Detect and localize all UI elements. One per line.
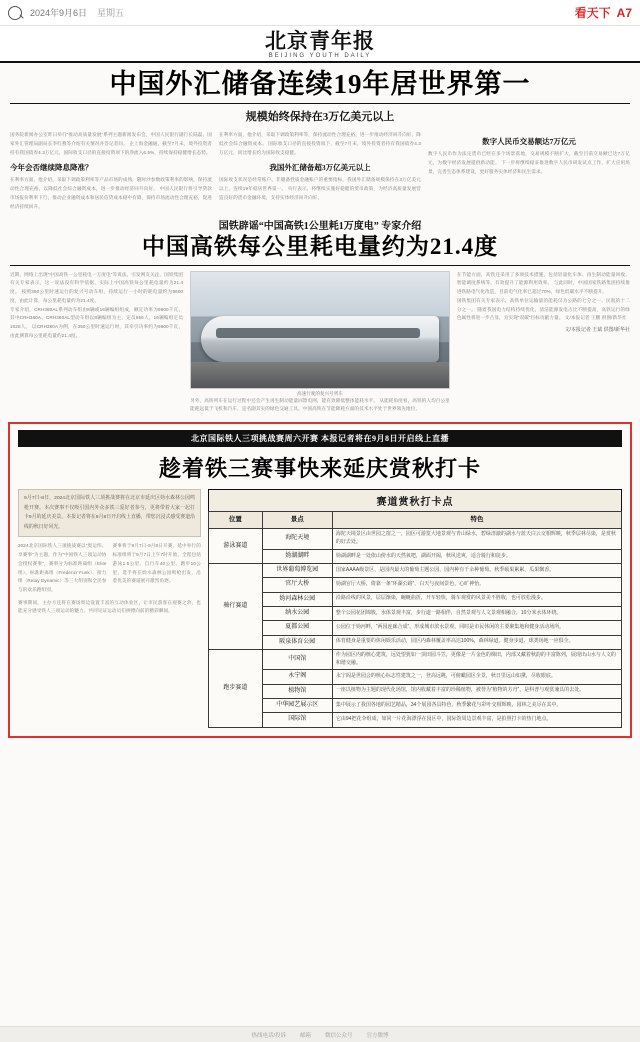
divider <box>10 265 630 266</box>
table-row <box>209 621 622 635</box>
table-row <box>209 649 622 670</box>
body-text: 赛事期间，主办方还将在赛场周边设置丰富的互动体验区，让市民游客在观赛之余，也能充分感受铁人三项运动的魅力，共同见证运动员们拼搏向前的精彩瞬间。 <box>18 599 201 614</box>
body-text: 在利率方面，他介绍，采取下调政策利率等，保持流动性合理充裕，进一步推动经济回升向好，降低社会综合融资成本。 国际收支口径的直接投资项下，截至7月末，境外投资者持有我国债券4.3万亿元，同比增长约为国际收支稳健。 <box>219 132 421 155</box>
page-footer <box>0 1026 640 1042</box>
secondary-story <box>0 217 640 414</box>
autumn-spots-table <box>208 511 622 727</box>
table-row <box>209 549 622 563</box>
col-spot: 景点 <box>262 512 332 529</box>
body-text: 国际收支状况是经常账户、非储备性质金融账户的重要指标，我国外汇储备规模保持在3万亿美元以上，连续19年稳居世界第一。 央行表示，将继续实施好稳健的货币政策，为经济高质量发展营造良好的货币金融环境，支持实体经济回升向好。 <box>219 177 421 200</box>
table-row <box>209 592 622 606</box>
cell-spot: 妫湖湖畔 <box>262 549 332 563</box>
cell-feature: 海陀天境景区由世园之窗之一，园区可游览大地景观与青山绿水，碧绿清澈的湖水与蓝天白云交相辉映，秋季层林尽染，是赏秋的好去处。 <box>332 529 621 550</box>
body-text: 国铁集团有关专家表示，高铁单位运输量的能耗仅为公路的七分之一、民航的十二分之一。 随着我国电力结构持续优化，清洁能源发电占比不断提高，高铁运行的绿色属性将进一步凸显，为实现“双碳”目标贡献力量。 文/本报记者 王鹏 供图/新华社 <box>456 297 630 321</box>
page-title: 中国外汇储备连续19年居世界第一 <box>10 69 630 104</box>
masthead-title-cn: 北京青年报 <box>265 29 375 53</box>
cell-spot: 世界葡萄博览园 <box>262 564 332 578</box>
feature-left-column <box>18 489 201 727</box>
cell-spot: 妫河森林公园 <box>262 592 332 606</box>
body-text: 近期，网络上出现“中国高铁一公里耗电一万度电”等说法，引发网友关注。国铁集团有关专家表示，这一说法没有科学依据，实际上中国高铁每公里耗电量约为21.4度。 按照350公里时速运行的复兴号动车组，持续运行一小时的耗电量约为9600度，由此计算，每公里耗电量约为21.4度。 <box>10 271 184 303</box>
toolbar-page-number[interactable]: A7 <box>616 5 632 20</box>
col-position: 位置 <box>209 512 263 529</box>
feature-lead: 9月7日-8日，2024北京国际铁人三项挑战赛将在北京市延庆区妫水森林公园鸣枪开赛。本次赛事不仅吸引国内外众多铁三爱好者参与，更将带着大家一起打卡9月的延庆美景。本报记者将在9月8日开启线上直播，带您沉浸式感受赛道沿线的秋日好风光。 <box>18 489 201 537</box>
cell-spot: 永宁阁 <box>262 670 332 684</box>
masthead <box>0 26 640 63</box>
photo-train <box>201 316 438 362</box>
cell-feature: 妫湖官厅大桥，倚靠一条“环湖公路”，白天与夜间景色，心旷神怡。 <box>332 578 621 592</box>
cell-position: 游泳赛道 <box>209 529 263 564</box>
cell-feature: 集中展示了我国各地的园艺精品，34个展园各具特色，秋季繁花与彩叶交相辉映，园林之美尽在其中。 <box>332 698 621 712</box>
photo-track <box>191 362 449 388</box>
table-row <box>209 670 622 684</box>
lead-story <box>0 63 640 131</box>
body-text: 在利率方面，他介绍，采取下调政策利率等产品市场的成熟，随时沙参数政策利率的影响，保持流动性合理充裕，以降低社会综合融资成本，进一步推动经济回升向好。 中国人民银行将引导贷款市场报价利率下行，推动企业融资成本和居民信贷成本稳中有降，保持市场流动性合理充裕，促进经济持续回升。 <box>10 177 212 209</box>
cell-feature: 沿路沿线的风景，层层渐染，蜿蜒曲折，开车轻快，骑车观赏的风景美不胜收，也可放松漫步。 <box>332 592 621 606</box>
feature-banner: 北京国际铁人三项挑战赛周六开赛 本报记者将在9月8日开启线上直播 <box>18 430 622 447</box>
cell-spot: 夏都公园 <box>262 621 332 635</box>
cell-position: 骑行赛道 <box>209 564 263 650</box>
cell-spot: 中华园艺展示区 <box>262 698 332 712</box>
app-toolbar <box>0 0 640 26</box>
feature-box <box>8 422 632 737</box>
cell-feature: 整个公园花团锦簇，水体景观丰富，步行道一路相伴，自然景观与人文景观相融合，10分米水体环绕。 <box>332 606 621 620</box>
secondary-headline: 中国高铁每公里耗电量约为21.4度 <box>141 234 499 260</box>
cell-spot: 纳水公园 <box>262 606 332 620</box>
photo-caption: 高速行驶的复兴号列车 <box>297 390 343 396</box>
feature-headline: 趁着铁三赛事快来延庆赏秋打卡 <box>158 456 481 482</box>
footer-mid: 邮箱 <box>299 1032 311 1039</box>
article-column <box>10 271 183 414</box>
cell-spot: 官厅大桥 <box>262 578 332 592</box>
body-text: 国务院新闻办公室昨日举行“推动高质量发展”系列主题新闻发布会，中国人民银行副行长陆磊、国家外汇管理局副局长李红燕等介绍有关情况并答记者问。 企上海金融通，截至7月末，境外投资者持有我国债券4.3万亿元，国际收支口径的直接投资项下的净流入6.5%，持续保持稳健增长态势。 <box>10 132 212 155</box>
cell-spot: 中国馆 <box>262 649 332 670</box>
article-column <box>428 131 630 211</box>
toolbar-category[interactable]: 看天下 <box>574 6 611 20</box>
footer-right: 微信公众号 <box>325 1032 353 1039</box>
subhead-c: 数字人民币交易额达7万亿元 <box>482 137 576 147</box>
table-row <box>209 606 622 620</box>
cell-feature: 作为园区内的核心建筑，远处望犹如一顶田园斗笠，更像是一片金色的梯田，内部又藏着秋韵的丰富陈列，展现出山水与人文的和谐交融。 <box>332 649 621 670</box>
col-feature: 特色 <box>332 512 621 529</box>
article-column <box>219 131 421 211</box>
table-row <box>209 684 622 698</box>
cell-feature: 妫湖湖畔是一处依山傍水的天然氧吧，湖面开阔，秋风送爽，适合骑行和徒步。 <box>332 549 621 563</box>
train-photo <box>190 271 450 389</box>
cell-feature: 体育健身是重要的休闲娱乐活动，园区内森林覆盖率高达100%，森林绿道、健身步道、球类场地一应俱全。 <box>332 635 621 649</box>
body-text: 2024北京国际铁人三项挑战赛以“奥运纬、享赛事”为主题，作为“中国铁人三项运动协会授权赛事”，赛事分为标准距离组（Elite组）、标准距离组（Fredericr Funk）、接力组（Relay Dynamic）等三大组别和全民参与的欢乐跑组别。 <box>18 543 107 593</box>
body-text: 专家介绍，CRH380AL系列动车组由8辆或16辆编组组成，额定功率为9600千瓦，其中CRH380A、CRH380AL型动车组以8辆编组为主，定员556人，16辆编组定员1028人。 以CRH380A为例，在350公里时速运行时，其牵引功率约为9600千瓦，由此测算每公里耗电量约21.4度。 <box>10 306 184 338</box>
body-text: 另外，高铁列车在运行过程中还会产生再生制动能量回馈电网，能有效降低整体能耗水平。 从能耗角度看，高铁的人均百公里能耗远低于飞机和汽车，是名副其实的绿色交通工具。中国高铁在节能降耗方面的技术水平处于世界领先地位。 <box>190 397 450 412</box>
subhead-a: 今年会否继续降息降准？ <box>10 163 93 173</box>
table-header-row <box>209 512 622 529</box>
table-row <box>209 564 622 578</box>
toolbar-source: 星期五 <box>97 8 125 18</box>
table-row <box>209 529 622 550</box>
body-text: 数字人民币作为法定货币已经在多个场景落地，交易规模不断扩大，截至目前交易额已达7万亿元，为数字经济发展提供新动能。 下一步将继续稳妥推进数字人民币研发试点工作，扩大应用场景，完善生态体系建设，更好服务实体经济和民生需求。 <box>428 151 630 174</box>
table-row <box>209 713 622 727</box>
photo-column <box>190 271 450 414</box>
cell-feature: 公园位于妫河畔，“两园连廊合成”，形成城市滨水景观，同时是市民休闲的主要聚集地和健身活动场所。 <box>332 621 621 635</box>
footer-extra: 官方微博 <box>366 1032 389 1039</box>
secondary-kicker: 国铁辟谣“中国高铁1公里耗1万度电” 专家介绍 <box>218 221 422 233</box>
table-row <box>209 698 622 712</box>
table-row <box>209 635 622 649</box>
cell-position: 跑步赛道 <box>209 649 263 727</box>
photo-sky <box>191 272 449 316</box>
article-column <box>10 131 212 211</box>
masthead-title-en: BEIJING YOUTH DAILY <box>268 53 372 60</box>
search-icon[interactable] <box>8 6 22 20</box>
cell-spot: 海陀天境 <box>262 529 332 550</box>
table-row <box>209 578 622 592</box>
body-text: 在节能方面，高铁还采用了多项技术措施，包括轻量化车体、再生制动能量回收、智能调度系统等，有效提升了能源利用效率。 与此同时，中国国家铁路集团持续推进铁路电气化改造，目前电气化率已超过70%，绿色低碳水平不断提升。 <box>456 271 630 295</box>
cell-feature: 永宁阁是世园会的核心标志性建筑之一，登高远眺，可俯瞰园区全景，秋日里远山如黛，尽收眼底。 <box>332 670 621 684</box>
feature-right-column <box>208 489 622 727</box>
cell-feature: 它由94把花伞组成，如同一片花海漂浮在园区中，国际馆周边景观丰富，是拍照打卡的热门地点。 <box>332 713 621 727</box>
cell-feature: 国家AAAA级景区，是园内最大的葡萄主题公园，园内种有千余种葡萄，秋季硕果累累，瓜果飘香。 <box>332 564 621 578</box>
cell-spot: 植物馆 <box>262 684 332 698</box>
body-text: 赛事将于9月7日-9月8日开赛，延中举行的标准组将于9月7日上午7时开始，全程包括游泳1.5公里、自行车40公里、跑步10公里，选手将在妫水森林公园鸣枪出发，沿着优美的赛道展开激烈角逐。 <box>112 543 201 584</box>
byline: 文/本报记者 王斌 供图/新华社 <box>564 327 630 334</box>
cell-feature: 一座以植物为主题的现代化场馆，馆内收藏着丰富的珍稀植物，被誉为“植物的方舟”，是科普与观赏兼具的去处。 <box>332 684 621 698</box>
article-column <box>457 271 630 414</box>
table-title: 赛道赏秋打卡点 <box>208 489 622 511</box>
lead-subheadline: 规模始终保持在3万亿美元以上 <box>245 111 395 124</box>
lead-story-columns <box>0 131 640 211</box>
footer-left: 热线电话/投诉 <box>251 1032 286 1039</box>
cell-spot: 国际馆 <box>262 713 332 727</box>
cell-spot: 阪泉体育公园 <box>262 635 332 649</box>
toolbar-date: 2024年9月6日 <box>30 8 88 18</box>
subhead-b: 我国外汇储备超3万亿美元以上 <box>269 163 371 173</box>
